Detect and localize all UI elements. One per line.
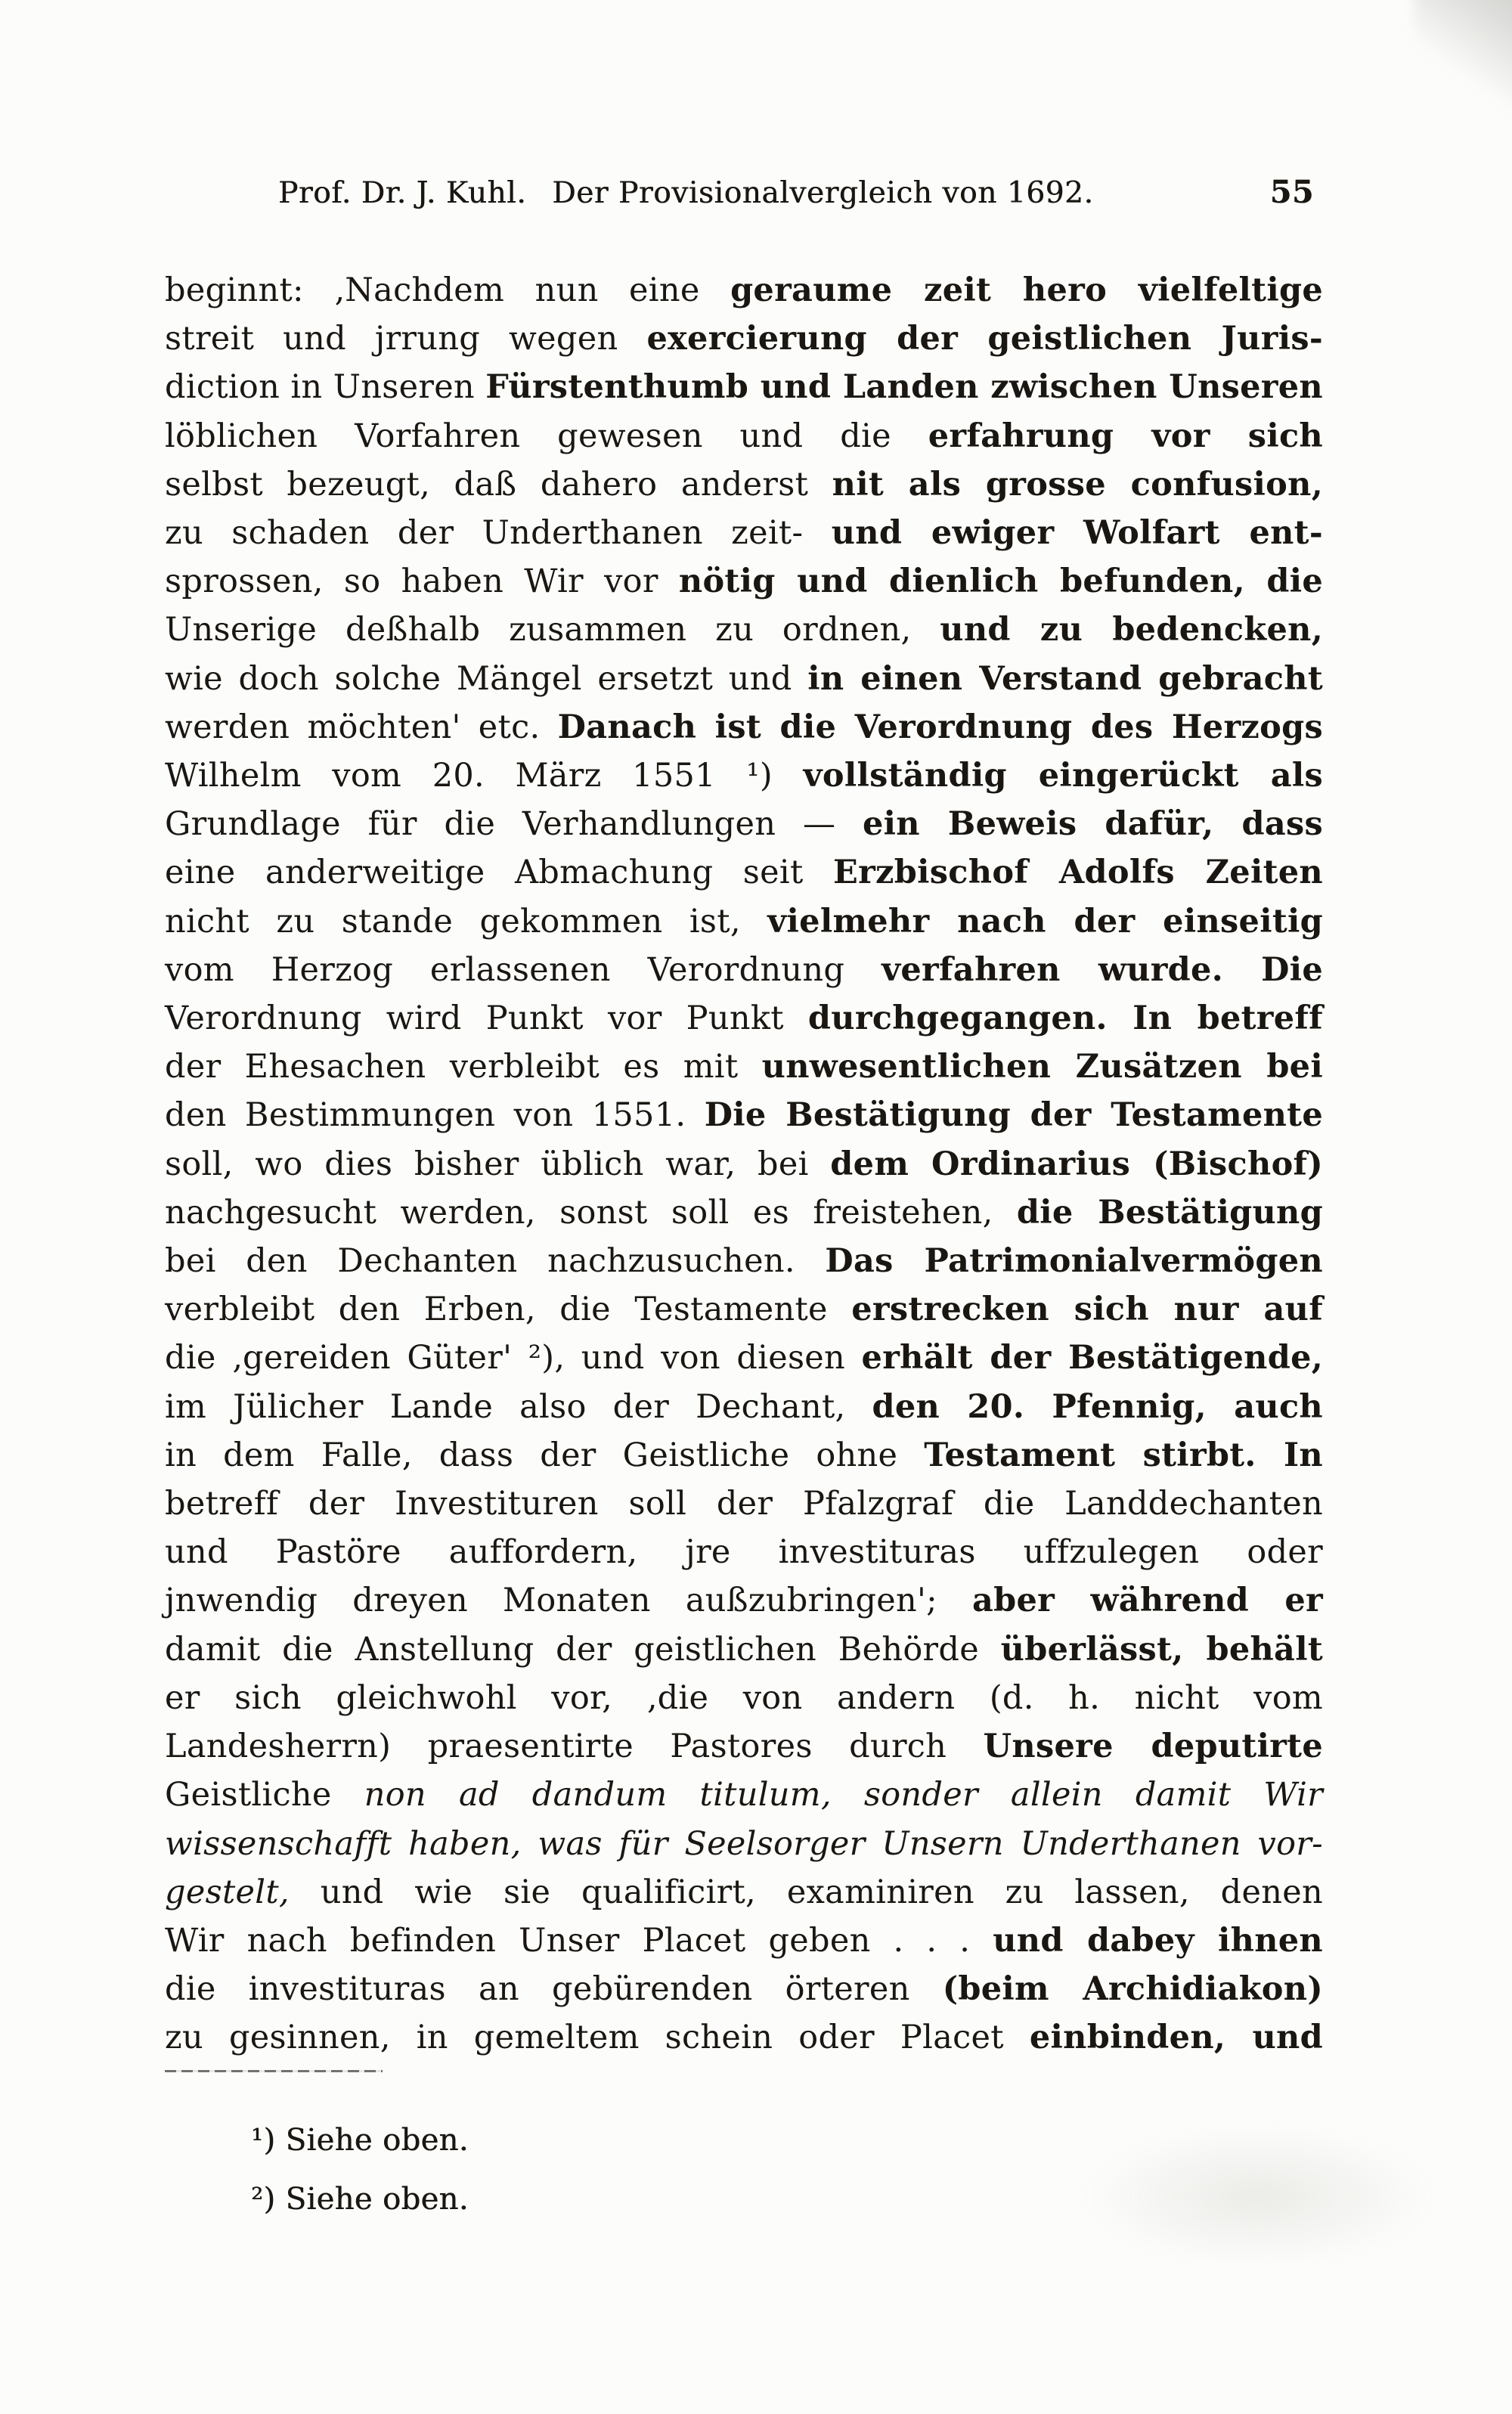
text-segment: zu gesinnen, in gemeltem schein oder Placet bbox=[165, 2019, 1030, 2057]
scan-artifact-corner bbox=[1414, 0, 1512, 129]
text-line bbox=[165, 1528, 1323, 1576]
text-segment: im Jülicher Lande also der Dechant, bbox=[165, 1387, 872, 1426]
text-segment: werden möchten' etc. bbox=[165, 708, 558, 746]
text-segment: unwesentlichen Zusätzen bei bbox=[761, 1048, 1323, 1086]
text-segment: Das Patrimonialvermögen bbox=[825, 1242, 1323, 1281]
text-line bbox=[165, 1480, 1323, 1528]
text-line bbox=[165, 1043, 1323, 1091]
text-segment: gestelt, bbox=[165, 1873, 290, 1911]
text-line bbox=[165, 1091, 1323, 1139]
header-title-group bbox=[278, 176, 1093, 210]
text-segment: Grundlage für die Verhandlungen — bbox=[165, 805, 863, 844]
footnote-marker: ¹) bbox=[251, 2123, 286, 2158]
text-segment: die Bestätigung bbox=[1016, 1193, 1323, 1232]
text-line bbox=[165, 1285, 1323, 1334]
text-line bbox=[165, 509, 1323, 557]
text-line bbox=[165, 1674, 1323, 1722]
text-segment: Unserige deßhalb zusammen zu ordnen, bbox=[165, 611, 940, 649]
text-segment: verbleibt den Erben, die Testamente bbox=[165, 1291, 852, 1329]
text-line bbox=[165, 1722, 1323, 1771]
footnote-marker: ²) bbox=[251, 2182, 286, 2217]
text-segment: Wilhelm vom 20. März 1551 ¹) bbox=[165, 757, 804, 795]
text-segment: und wie sie qualificirt, examiniren zu lassen, denen bbox=[289, 1873, 1323, 1911]
text-segment: erfahrung vor sich bbox=[928, 417, 1323, 455]
text-segment: streit und jrrung wegen bbox=[165, 320, 647, 358]
text-segment: erhält der Bestätigende, bbox=[861, 1339, 1323, 1377]
text-segment: beginnt: ‚Nachdem nun eine bbox=[165, 271, 731, 309]
text-line bbox=[165, 848, 1323, 897]
text-line bbox=[165, 2013, 1323, 2062]
text-segment: dem Ordinarius (Bischof) bbox=[830, 1145, 1323, 1183]
text-segment: Verordnung wird Punkt vor Punkt bbox=[165, 999, 808, 1038]
header-author: Prof. Dr. J. Kuhl. bbox=[278, 176, 527, 210]
text-segment: einbinden, und bbox=[1029, 2019, 1323, 2057]
text-line bbox=[165, 412, 1323, 460]
text-segment: nachgesucht werden, sonst soll es freistehen, bbox=[165, 1193, 1017, 1232]
text-segment: und zu bedencken, bbox=[940, 611, 1323, 649]
text-segment: wie doch solche Mängel ersetzt und bbox=[165, 659, 808, 698]
text-line bbox=[165, 1188, 1323, 1237]
text-segment: nicht zu stande gekommen ist, bbox=[165, 902, 768, 940]
text-segment: (beim Archidiakon) bbox=[942, 1970, 1323, 2009]
text-segment: und ewiger Wolfart ent- bbox=[831, 514, 1323, 553]
text-segment: Testament stirbt. In bbox=[924, 1436, 1323, 1474]
text-segment: der Ehesachen verbleibt es mit bbox=[165, 1048, 762, 1086]
text-segment: überlässt, behält bbox=[1000, 1630, 1323, 1669]
text-line bbox=[165, 266, 1323, 315]
text-line bbox=[165, 1140, 1323, 1188]
text-line bbox=[165, 460, 1323, 509]
text-segment: aber während er bbox=[971, 1582, 1323, 1620]
text-segment: non ad dandum titulum, sonder allein damit Wir bbox=[364, 1776, 1324, 1814]
text-segment: durchgegangen. In betreff bbox=[807, 999, 1323, 1038]
text-segment: die ‚gereiden Güter' ²), und von diesen bbox=[165, 1339, 862, 1377]
text-segment: und Pastöre auffordern, jre investituras uffzulegen oder bbox=[165, 1533, 1323, 1572]
text-segment: Landesherrn) praesentirte Pastores durch bbox=[165, 1728, 984, 1766]
text-segment: Geistliche bbox=[165, 1776, 364, 1814]
text-segment: löblichen Vorfahren gewesen und die bbox=[165, 417, 928, 455]
text-segment: Wir nach befinden Unser Placet geben . . . bbox=[165, 1921, 993, 1960]
text-line bbox=[165, 1771, 1323, 1819]
text-segment: sprossen, so haben Wir vor bbox=[165, 562, 679, 601]
text-segment: ein Beweis dafür, dass bbox=[863, 805, 1323, 844]
text-segment: Die Bestätigung der Testamente bbox=[704, 1096, 1323, 1135]
text-segment: exercierung der geistlichen Juris- bbox=[646, 320, 1323, 358]
text-line bbox=[165, 1965, 1323, 2013]
text-line bbox=[165, 800, 1323, 848]
text-segment: bei den Dechanten nachzusuchen. bbox=[165, 1242, 826, 1281]
running-header bbox=[278, 174, 1314, 210]
text-line bbox=[165, 751, 1323, 800]
text-line bbox=[165, 1820, 1323, 1868]
text-line bbox=[165, 655, 1323, 703]
text-line bbox=[165, 1625, 1323, 1674]
text-segment: betreff der Investituren soll der Pfalzgraf die Landdechanten bbox=[165, 1485, 1323, 1523]
text-line bbox=[165, 994, 1323, 1043]
text-line bbox=[165, 1917, 1323, 1965]
text-segment: vom Herzog erlassenen Verordnung bbox=[165, 950, 882, 989]
text-line bbox=[165, 1868, 1323, 1917]
text-segment: jnwendig dreyen Monaten außzubringen'; bbox=[165, 1582, 972, 1620]
text-segment: in dem Falle, dass der Geistliche ohne bbox=[165, 1436, 925, 1474]
text-segment: geraume zeit hero vielfeltige bbox=[730, 271, 1323, 309]
scan-artifact-ghost bbox=[1081, 2124, 1436, 2268]
body-text bbox=[165, 266, 1323, 2062]
text-line bbox=[165, 557, 1323, 606]
text-segment: soll, wo dies bisher üblich war, bei bbox=[165, 1145, 831, 1183]
text-line bbox=[165, 315, 1323, 363]
text-segment: diction in Unseren bbox=[165, 368, 486, 407]
text-line bbox=[165, 1431, 1323, 1480]
text-segment: eine anderweitige Abmachung seit bbox=[165, 854, 834, 892]
text-segment: die investituras an gebürenden örteren bbox=[165, 1970, 943, 2009]
footnote-text: Siehe oben. bbox=[285, 2123, 469, 2158]
text-segment: und dabey ihnen bbox=[993, 1921, 1323, 1960]
text-segment: nit als grosse confusion, bbox=[832, 465, 1323, 504]
text-segment: selbst bezeugt, daß dahero anderst bbox=[165, 465, 832, 504]
text-line bbox=[165, 897, 1323, 946]
text-segment: vollständig eingerückt als bbox=[803, 757, 1324, 795]
text-segment: Danach ist die Verordnung des Herzogs bbox=[557, 708, 1323, 746]
text-segment: den Bestimmungen von 1551. bbox=[165, 1096, 705, 1135]
text-line bbox=[165, 1334, 1323, 1382]
footnote bbox=[251, 2170, 469, 2229]
footnote-text: Siehe oben. bbox=[285, 2182, 469, 2217]
text-segment: er sich gleichwohl vor, ‚die von andern (d. h. nicht vom bbox=[165, 1678, 1323, 1717]
text-line bbox=[165, 1383, 1323, 1431]
text-segment: verfahren wurde. Die bbox=[881, 950, 1323, 989]
text-line bbox=[165, 946, 1323, 994]
text-segment: Unsere deputirte bbox=[983, 1728, 1323, 1766]
text-segment: wissenschafft haben, was für Seelsorger Unsern Underthanen vor- bbox=[165, 1824, 1323, 1863]
header-title: Der Provisionalvergleich von 1692. bbox=[552, 176, 1094, 210]
page-number: 55 bbox=[1269, 174, 1314, 210]
text-line bbox=[165, 703, 1323, 751]
text-line bbox=[165, 606, 1323, 654]
text-segment: Erzbischof Adolfs Zeiten bbox=[833, 854, 1323, 892]
text-segment: nötig und dienlich befunden, die bbox=[678, 562, 1323, 601]
text-line bbox=[165, 1576, 1323, 1625]
text-segment: vielmehr nach der einseitig bbox=[767, 902, 1324, 940]
text-segment: zu schaden der Underthanen zeit- bbox=[165, 514, 832, 553]
footnote-separator-rule bbox=[165, 2070, 383, 2072]
text-segment: Fürstenthumb und Landen zwischen Unseren bbox=[485, 368, 1323, 407]
text-line bbox=[165, 363, 1323, 411]
text-segment: in einen Verstand gebracht bbox=[807, 659, 1323, 698]
text-segment: damit die Anstellung der geistlichen Behörde bbox=[165, 1630, 1001, 1669]
footnote bbox=[251, 2111, 469, 2170]
text-line bbox=[165, 1237, 1323, 1285]
footnotes bbox=[251, 2111, 469, 2229]
text-segment: erstrecken sich nur auf bbox=[851, 1291, 1324, 1329]
text-segment: den 20. Pfennig, auch bbox=[872, 1387, 1323, 1426]
